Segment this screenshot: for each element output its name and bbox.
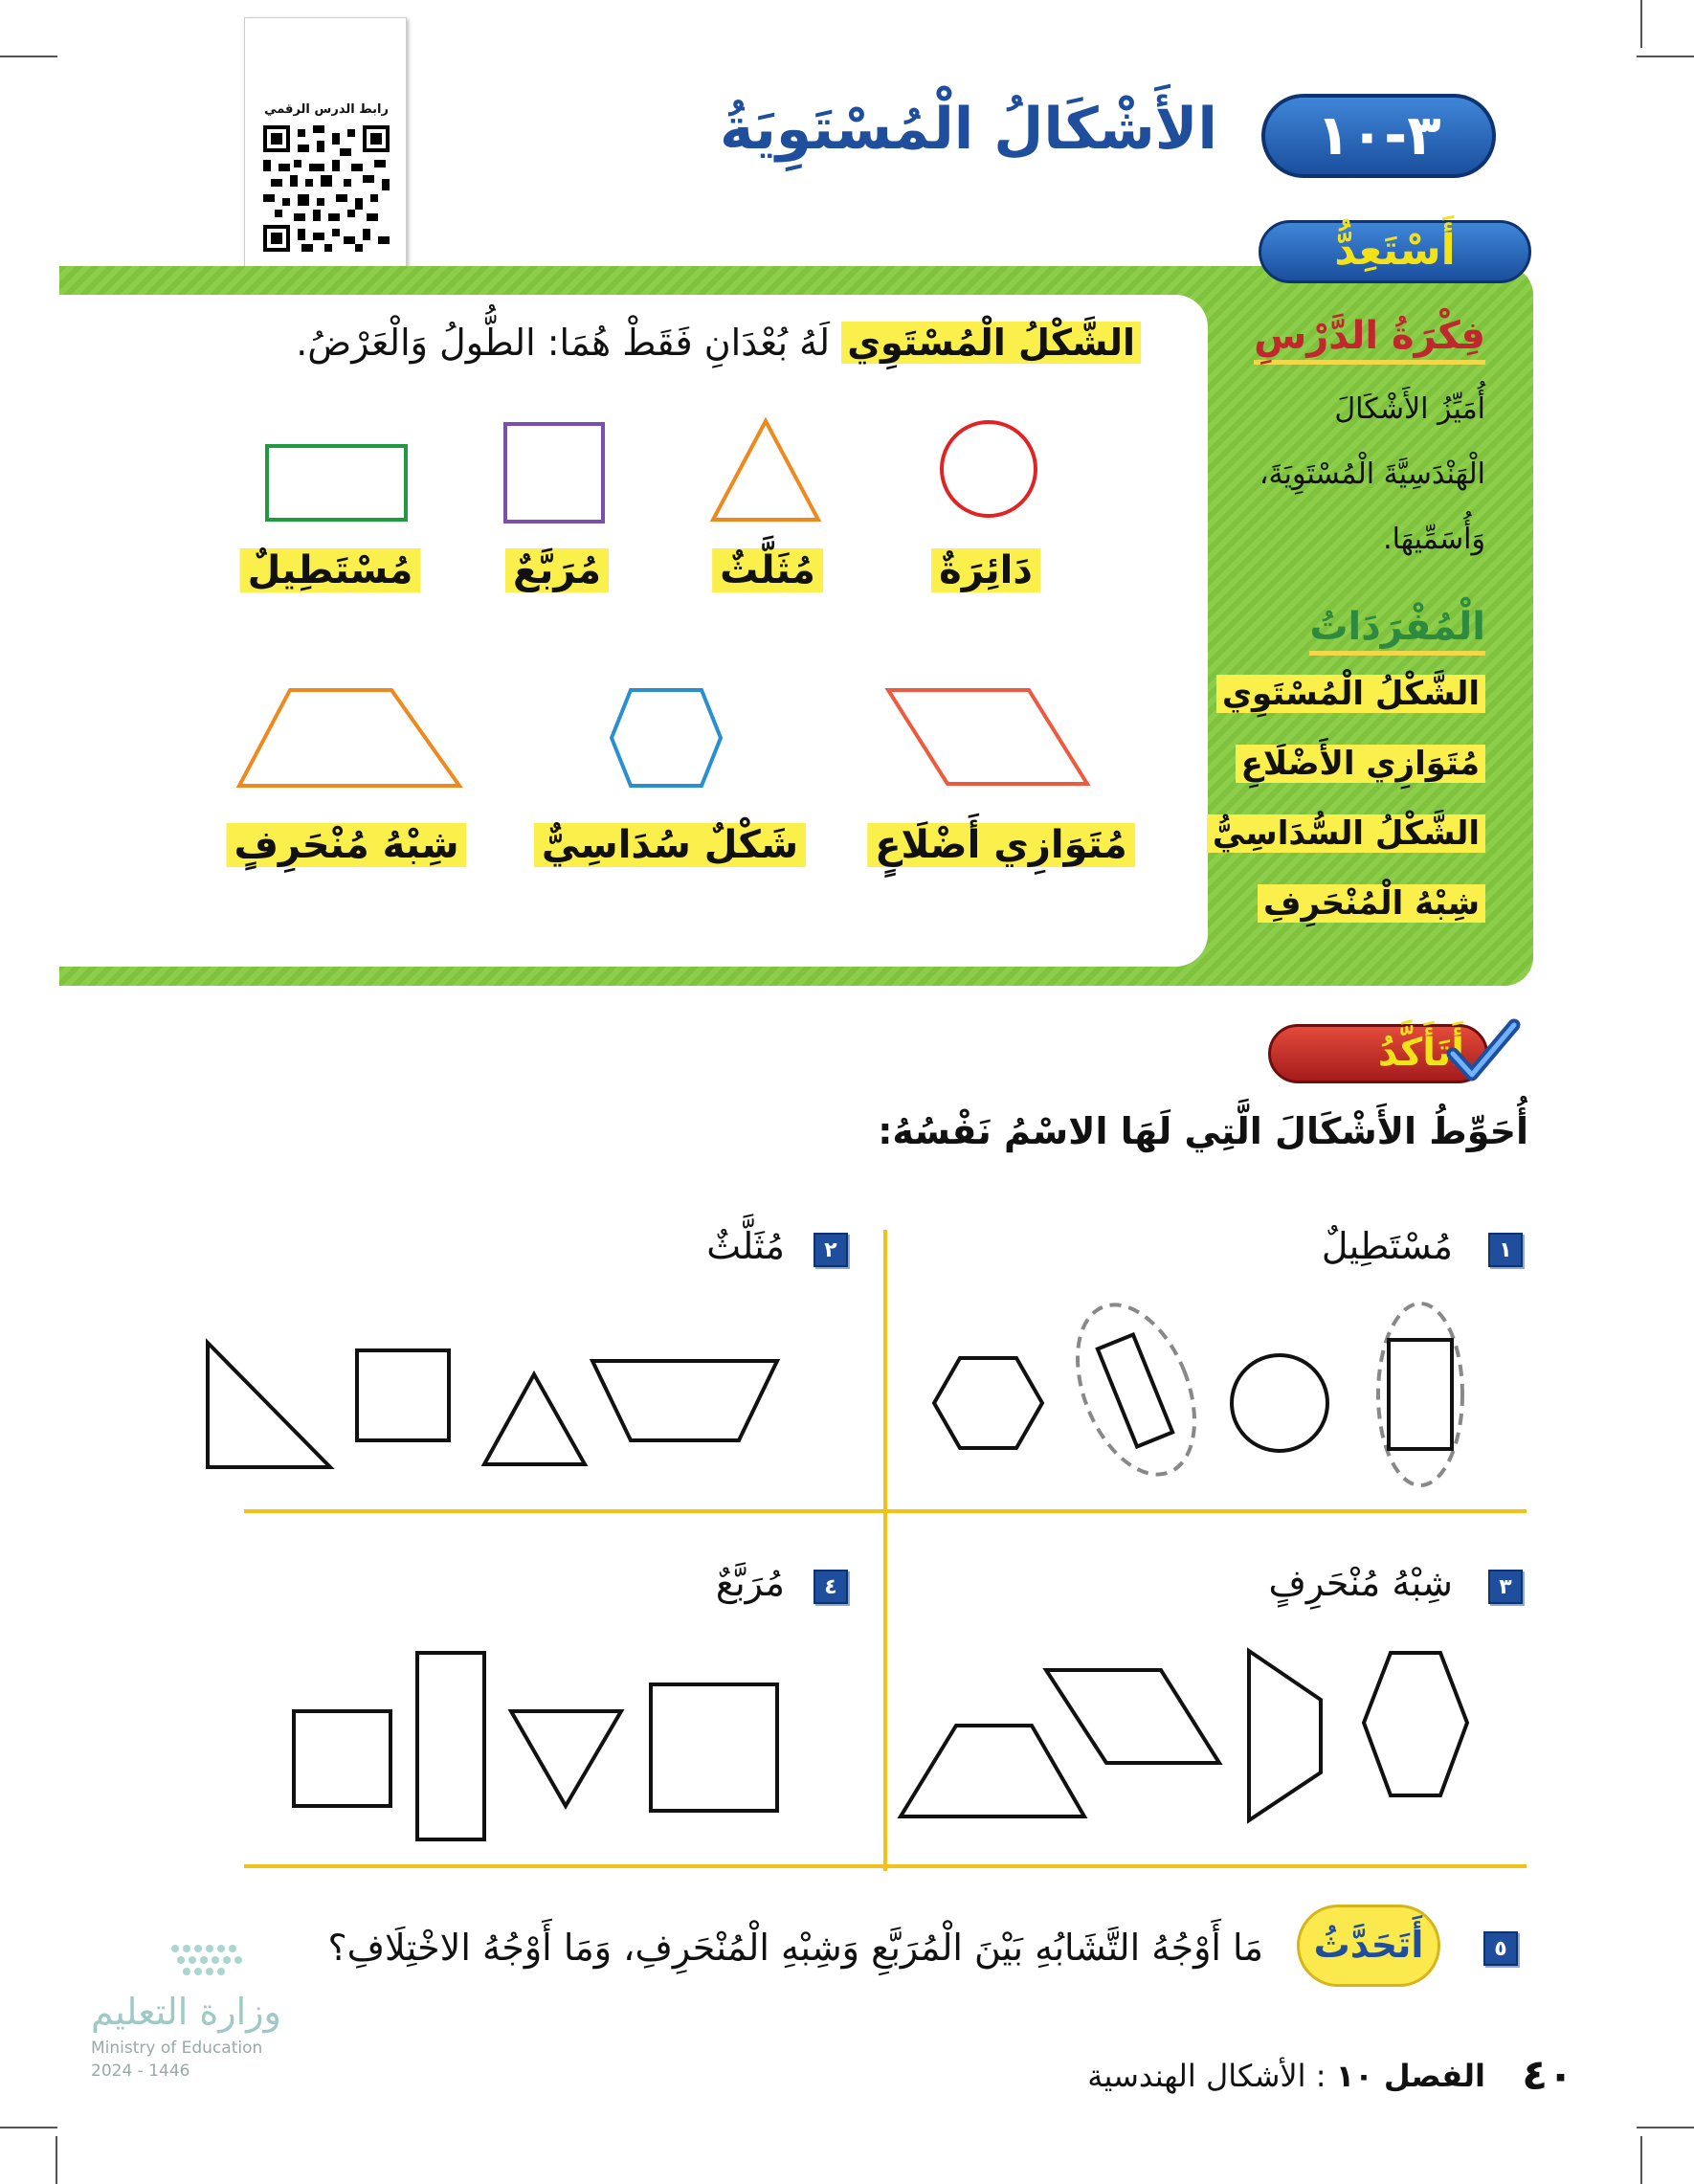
- definition-text: لَهُ بُعْدَانِ فَقَطْ هُمَا: الطُّولُ وَالْعَرْضُ.: [296, 322, 831, 364]
- q3-hexagon: [1364, 1653, 1467, 1795]
- question-label: مُثَلَّثٌ: [706, 1225, 785, 1267]
- vocabulary-item: الشَّكْلُ الْمُسْتَوِي: [1216, 675, 1485, 713]
- vocabulary-item: مُتَوَازِي الأَضْلَاعِ: [1236, 745, 1485, 783]
- q3-trapezoid: [1249, 1651, 1321, 1820]
- ministry-name-arabic: وزارة التعليم: [91, 1991, 281, 2033]
- lesson-number-badge: ٣-١٠: [1261, 94, 1496, 178]
- parallelogram-shape: [888, 690, 1087, 784]
- q2-trapezoid: [592, 1361, 777, 1440]
- vocabulary-item: شِبْهُ الْمُنْحَرِفِ: [1258, 884, 1485, 923]
- exercise-instruction: أُحَوِّطُ الأَشْكَالَ الَّتِي لَهَا الاسْمُ نَفْسُهُ:: [878, 1110, 1528, 1152]
- q2-triangle: [484, 1374, 585, 1464]
- triangle-shape: [713, 421, 818, 520]
- q3-trapezoid-answer: [901, 1726, 1084, 1816]
- circle-label: دَائِرَةٌ: [931, 548, 1040, 592]
- chapter-label: الفصل ١٠: [1335, 2058, 1485, 2094]
- question-number: ٣: [1488, 1570, 1523, 1604]
- q4-shapes: [294, 1653, 777, 1839]
- checkmark-icon: [1445, 1017, 1522, 1086]
- exercise-shapes: [0, 1282, 1694, 1857]
- question-number: ٥: [1483, 1931, 1518, 1966]
- q4-square: [651, 1684, 777, 1811]
- check-badge-label: أَتَأَكَّدُ: [1377, 1031, 1464, 1075]
- q2-shapes: [208, 1343, 777, 1467]
- grid-divider-bottom: [244, 1864, 1527, 1868]
- talk-badge-label: أَتَحَدَّثُ: [1313, 1924, 1424, 1966]
- question-number: ٤: [814, 1570, 848, 1604]
- q1-shapes: [934, 1288, 1462, 1492]
- vocabulary-item: الشَّكْلُ السُّدَاسِيُّ: [1207, 814, 1485, 853]
- q1-tilted-rectangle: [1098, 1335, 1172, 1447]
- lesson-idea-line: أُمَيِّزُ الأَشْكَالَ: [1334, 392, 1485, 426]
- chapter-separator: :: [1315, 2058, 1326, 2094]
- vocabulary-heading: الْمُفْرَدَاتُ: [1309, 605, 1485, 656]
- trapezoid-label: شِبْهُ مُنْحَرِفٍ: [226, 823, 466, 867]
- square-label: مُرَبَّعٌ: [505, 548, 609, 592]
- qr-caption: رابط الدرس الرقمي: [264, 102, 389, 117]
- triangle-label: مُثَلَّثٌ: [712, 548, 823, 592]
- circle-shape: [942, 422, 1036, 516]
- ready-badge: أَسْتَعِدُّ: [1259, 220, 1531, 283]
- q2-square: [357, 1350, 449, 1440]
- q4-square-small: [294, 1711, 390, 1806]
- parallelogram-label: مُتَوَازِي أَضْلَاعٍ: [867, 823, 1135, 867]
- rectangle-shape: [267, 446, 406, 520]
- discussion-question: مَا أَوْجُهُ التَّشَابُهِ بَيْنَ الْمُرَبَّعِ وَشِبْهِ الْمُنْحَرِفِ، وَمَا أَوْجُهُ الاخْتِلَافِ؟: [327, 1927, 1263, 1969]
- lesson-idea-line: الْهَنْدَسِيَّةَ الْمُسْتَوِيَةَ،: [1259, 457, 1485, 491]
- ministry-logo-icon: [167, 1941, 254, 1983]
- q1-hexagon: [934, 1358, 1042, 1448]
- q1-rectangle: [1389, 1340, 1452, 1449]
- q4-triangle: [511, 1711, 621, 1806]
- trapezoid-shape: [239, 690, 459, 786]
- lesson-title: الأَشْكَالُ الْمُسْتَوِيَةُ: [719, 96, 1217, 163]
- page-number: ٤٠: [1522, 2051, 1573, 2100]
- ministry-year: 2024 - 1446: [91, 2061, 190, 2081]
- chapter-title: الأشكال الهندسية: [1087, 2058, 1306, 2094]
- q2-right-triangle: [208, 1343, 330, 1467]
- question-label: مُسْتَطِيلٌ: [1321, 1225, 1453, 1267]
- question-label: شِبْهُ مُنْحَرِفٍ: [1268, 1562, 1453, 1604]
- q3-shapes: [901, 1651, 1467, 1820]
- definition-term: الشَّكْلُ الْمُسْتَوِي: [841, 322, 1141, 364]
- hexagon-label: شَكْلٌ سُدَاسِيٌّ: [534, 823, 806, 867]
- question-number: ٢: [814, 1233, 848, 1267]
- lesson-idea-heading: فِكْرَةُ الدَّرْسِ: [1254, 314, 1485, 365]
- ministry-name-english: Ministry of Education: [91, 2039, 263, 2058]
- lesson-idea-line: وَأُسَمِّيهَا.: [1383, 523, 1485, 556]
- chapter-footer: [1087, 2058, 1485, 2094]
- q1-circle: [1232, 1355, 1327, 1451]
- rectangle-label: مُسْتَطِيلٌ: [240, 548, 421, 592]
- hexagon-shape: [612, 690, 721, 786]
- talk-badge: [1297, 1905, 1440, 1987]
- question-number: ١: [1488, 1233, 1523, 1267]
- square-shape: [505, 424, 603, 522]
- q4-rectangle: [417, 1653, 484, 1839]
- question-label: مُرَبَّعٌ: [715, 1562, 785, 1604]
- q3-parallelogram: [1046, 1670, 1219, 1763]
